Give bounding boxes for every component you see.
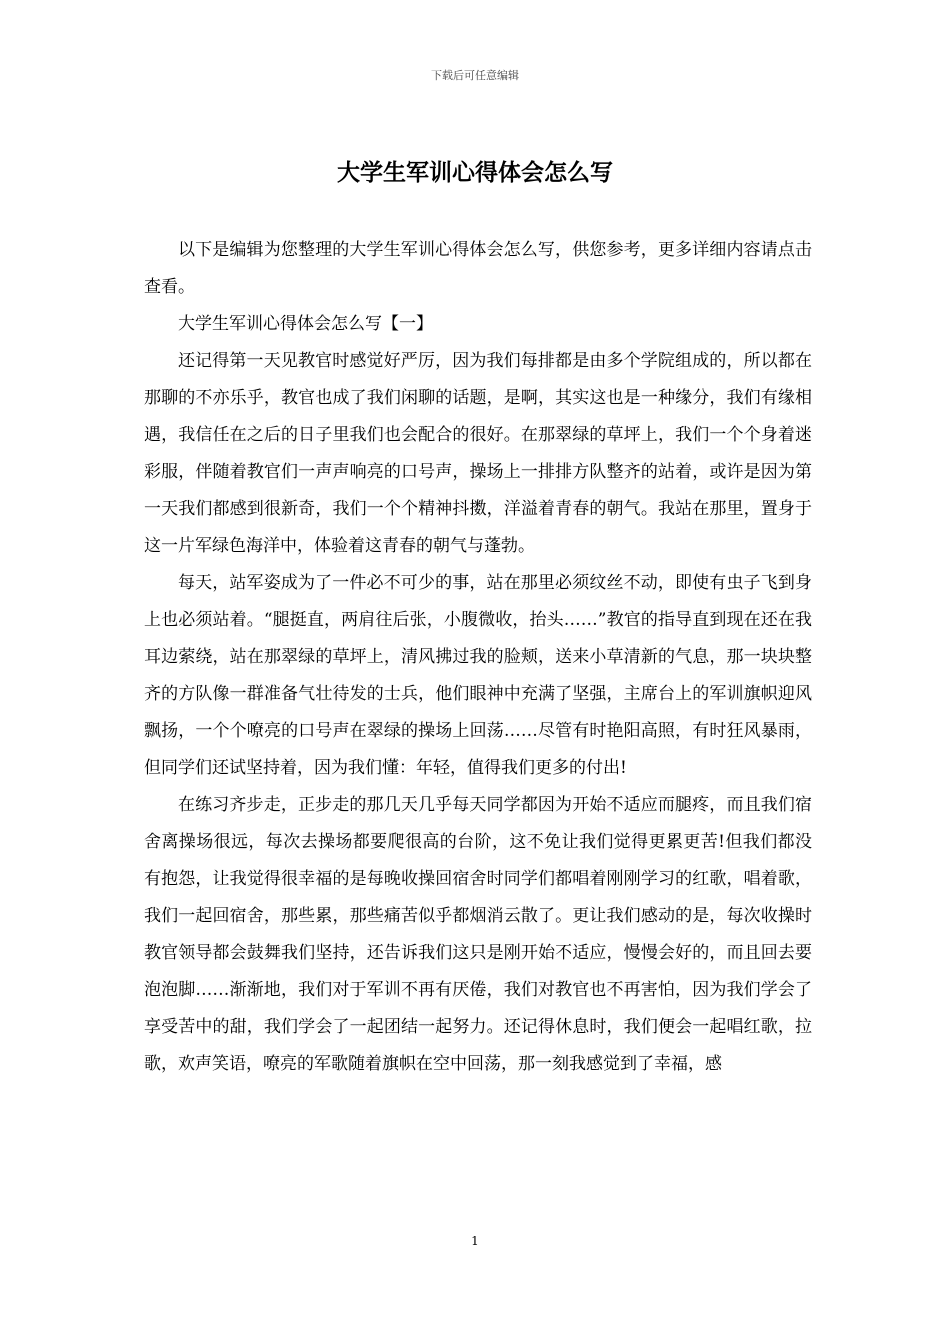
document-title: 大学生军训心得体会怎么写 [337,159,613,186]
page-header: 下载后可任意编辑 [431,69,519,82]
body-paragraph: 每天，站军姿成为了一件必不可少的事，站在那里必须纹丝不动，即使有虫子飞到身上也必须站着。“腿挺直，两肩往后张，小腹微收，抬头……”教官的指导直到现在还在我耳边萦绕，站在那翠绿的草坪上，清风拂过我的脸颊，送来小草清新的气息，那一块块整齐的方队像一群准备气壮待发的士兵，他们眼神中充满了坚强，主席台上的军训旗帜迎风飘扬，一个个嘹亮的口号声在翠绿的操场上回荡……尽管有时艳阳高照，有时狂风暴雨，但同学们还试坚持着，因为我们懂：年轻，值得我们更多的付出! [144,573,812,778]
body-paragraph: 在练习齐步走，正步走的那几天几乎每天同学都因为开始不适应而腿疼，而且我们宿舍离操场很远，每次去操场都要爬很高的台阶，这不免让我们觉得更累更苦!但我们都没有抱怨，让我觉得很幸福的是每晚收操回宿舍时同学们都唱着刚刚学习的红歌，唱着歌，我们一起回宿舍，那些累，那些痛苦似乎都烟消云散了。更让我们感动的是，每次收操时教官领导都会鼓舞我们坚持，还告诉我们这只是刚开始不适应，慢慢会好的，而且回去要泡泡脚……渐渐地，我们对于军训不再有厌倦，我们对教官也不再害怕，因为我们学会了享受苦中的甜，我们学会了一起团结一起努力。还记得休息时，我们便会一起唱红歌，拉歌，欢声笑语，嘹亮的军歌随着旗帜在空中回荡，那一刻我感觉到了幸福，感 [144,795,812,1074]
intro-paragraph: 以下是编辑为您整理的大学生军训心得体会怎么写，供您参考，更多详细内容请点击查看。 [144,240,812,297]
document-body [144,232,812,1083]
section-heading: 大学生军训心得体会怎么写【一】 [178,314,433,334]
page-number: 1 [471,1234,479,1248]
body-paragraph: 还记得第一天见教官时感觉好严厉，因为我们每排都是由多个学院组成的，所以都在那聊的不亦乐乎，教官也成了我们闲聊的话题，是啊，其实这也是一种缘分，我们有缘相遇，我信任在之后的日子里我们也会配合的很好。在那翠绿的草坪上，我们一个个身着迷彩服，伴随着教官们一声声响亮的口号声，操场上一排排方队整齐的站着，或许是因为第一天我们都感到很新奇，我们一个个精神抖擞，洋溢着青春的朝气。我站在那里，置身于这一片军绿色海洋中，体验着这青春的朝气与蓬勃。 [144,351,812,556]
